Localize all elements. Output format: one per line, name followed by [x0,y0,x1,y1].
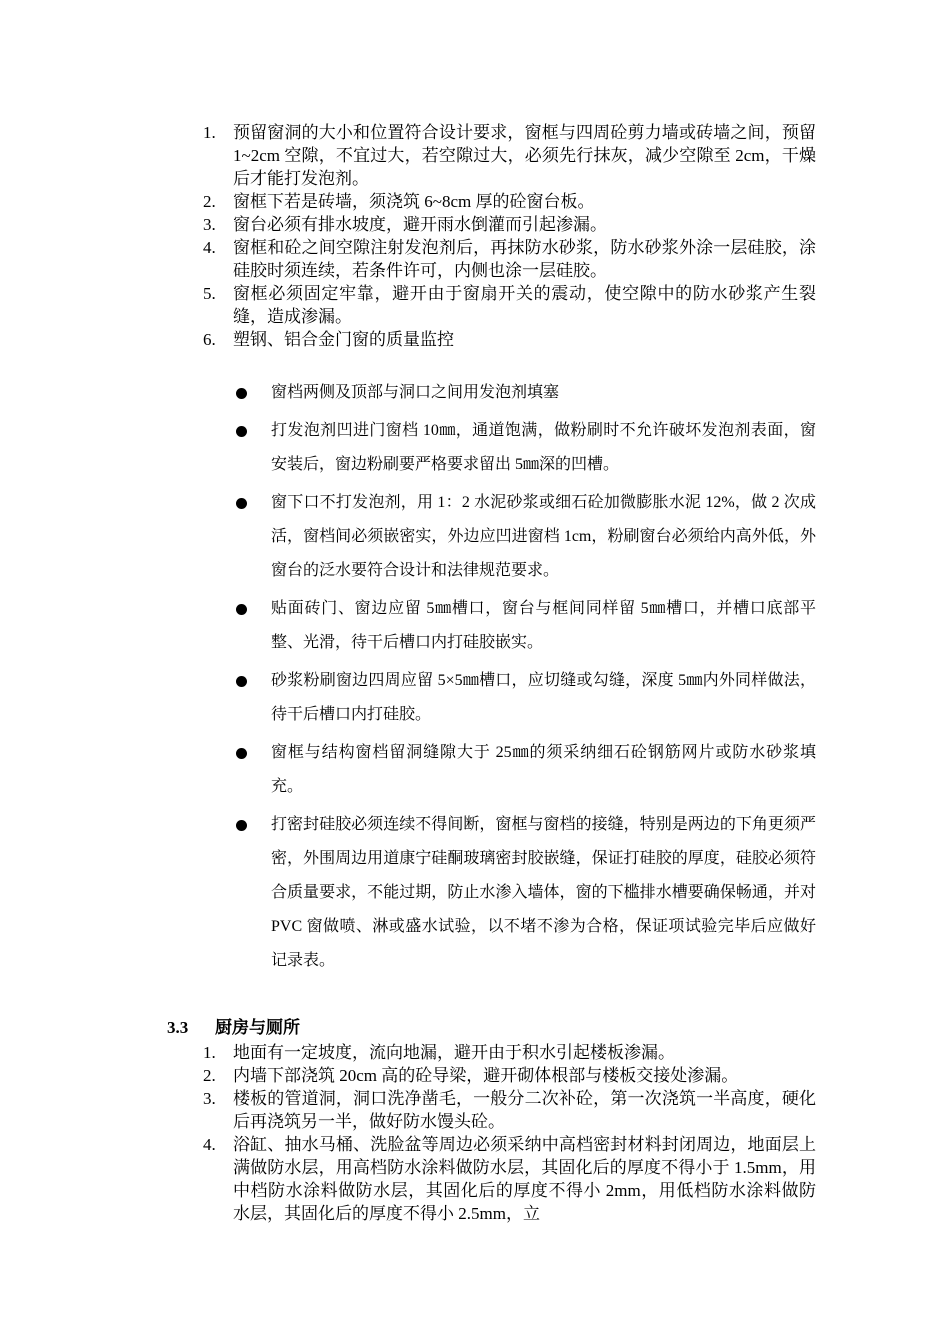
bullet-dot-icon [236,426,247,437]
list-item [200,190,816,213]
list-text: 内墙下部浇筑 20cm 高的砼导梁，避开砌体根部与楼板交接处渗漏。 [233,1066,739,1085]
list-number: 3. [203,215,216,234]
bullet-dot-icon [236,388,247,399]
list-text: 地面有一定坡度，流向地漏，避开由于积水引起楼板渗漏。 [233,1043,675,1062]
list-number: 3. [203,1089,216,1108]
bullet-item [236,376,816,410]
list-text: 窗框和砼之间空隙注射发泡剂后，再抹防水砂浆，防水砂浆外涂一层硅胶，涂硅胶时须连续，若条件许可，内侧也涂一层硅胶。 [233,238,816,280]
list-number: 1. [203,1043,216,1062]
list-text: 浴缸、抽水马桶、洗脸盆等周边必须采纳中高档密封材料封闭周边，地面层上满做防水层，用高档防水涂料做防水层，其固化后的厚度不得小于 1.5mm，用中档防水涂料做防水层，其固化后的厚度不得小 2mm，用低档防水涂料做防水层，其固化后的厚度不得小 2.5mm，立 [233,1135,816,1223]
list-text: 楼板的管道洞，洞口洗净凿毛，一般分二次补砼，第一次浇筑一半高度，硬化后再浇筑另一半，做好防水馒头砼。 [233,1089,816,1131]
bullet-text: 打密封硅胶必须连续不得间断，窗框与窗档的接缝，特别是两边的下角更须严密，外围周边用道康宁硅酮玻璃密封胶嵌缝，保证打硅胶的厚度，硅胶必须符合质量要求，不能过期，防止水渗入墙体，窗的下槛排水槽要确保畅通，并对 PVC 窗做喷、淋或盛水试验，以不堵不渗为合格，保证项试验完毕后应做好记录表。 [271,816,816,969]
bullet-item [236,486,816,588]
bullet-text: 窗下口不打发泡剂，用 1：2 水泥砂浆或细石砼加微膨胀水泥 12%，做 2 次成活，窗档间必须嵌密实，外边应凹进窗档 1cm，粉刷窗台必须给内高外低，外窗台的泛水要符合设计和法律规范要求。 [271,494,816,579]
bullet-dot-icon [236,748,247,759]
bullet-item [236,414,816,482]
list-item [200,1041,816,1064]
list-text: 窗框必须固定牢靠，避开由于窗扇开关的震动，使空隙中的防水砂浆产生裂缝，造成渗漏。 [233,284,816,326]
bullet-item [236,592,816,660]
bullet-text: 窗档两侧及顶部与洞口之间用发泡剂填塞 [271,384,560,401]
list-number: 4. [203,238,216,257]
list-item [200,1133,816,1225]
bullet-dot-icon [236,498,247,509]
list-item [200,1087,816,1133]
section-heading [167,1016,300,1039]
bullet-item [236,736,816,804]
bullet-dot-icon [236,676,247,687]
bullet-text: 打发泡剂凹进门窗档 10㎜，通道饱满，做粉刷时不允许破坏发泡剂表面，窗安装后，窗边粉刷要严格要求留出 5㎜深的凹槽。 [271,422,816,473]
list-item [200,328,816,351]
list-number: 2. [203,1066,216,1085]
numbered-list-kitchen [200,1041,816,1225]
list-item [200,1064,816,1087]
bullet-text: 砂浆粉刷窗边四周应留 5×5㎜槽口，应切缝或勾缝，深度 5㎜内外同样做法，待干后槽口内打硅胶。 [271,672,816,723]
list-item [200,121,816,190]
bullet-item [236,808,816,978]
list-text: 窗台必须有排水坡度，避开雨水倒灌而引起渗漏。 [233,215,607,234]
bullet-list-quality [236,376,816,982]
list-text: 塑钢、铝合金门窗的质量监控 [233,330,454,349]
bullet-text: 窗框与结构窗档留洞缝隙大于 25㎜的须采纳细石砼钢筋网片或防水砂浆填充。 [271,744,816,795]
list-number: 1. [203,123,216,142]
list-item [200,282,816,328]
bullet-text: 贴面砖门、窗边应留 5㎜槽口，窗台与框间同样留 5㎜槽口，并槽口底部平整、光滑，待干后槽口内打硅胶嵌实。 [271,600,816,651]
section-title: 厨房与厕所 [215,1018,300,1037]
bullet-dot-icon [236,604,247,615]
section-number: 3.3 [167,1018,189,1037]
list-number: 2. [203,192,216,211]
bullet-dot-icon [236,820,247,831]
list-item [200,236,816,282]
list-text: 窗框下若是砖墙，须浇筑 6~8cm 厚的砼窗台板。 [233,192,595,211]
list-number: 5. [203,284,216,303]
list-text: 预留窗洞的大小和位置符合设计要求，窗框与四周砼剪力墙或砖墙之间，预留 1~2cm 空隙，不宜过大，若空隙过大，必须先行抹灰，减少空隙至 2cm，干燥后才能打发泡剂。 [233,123,816,188]
list-number: 4. [203,1135,216,1154]
list-item [200,213,816,236]
list-number: 6. [203,330,216,349]
numbered-list-windows [200,121,816,351]
bullet-item [236,664,816,732]
